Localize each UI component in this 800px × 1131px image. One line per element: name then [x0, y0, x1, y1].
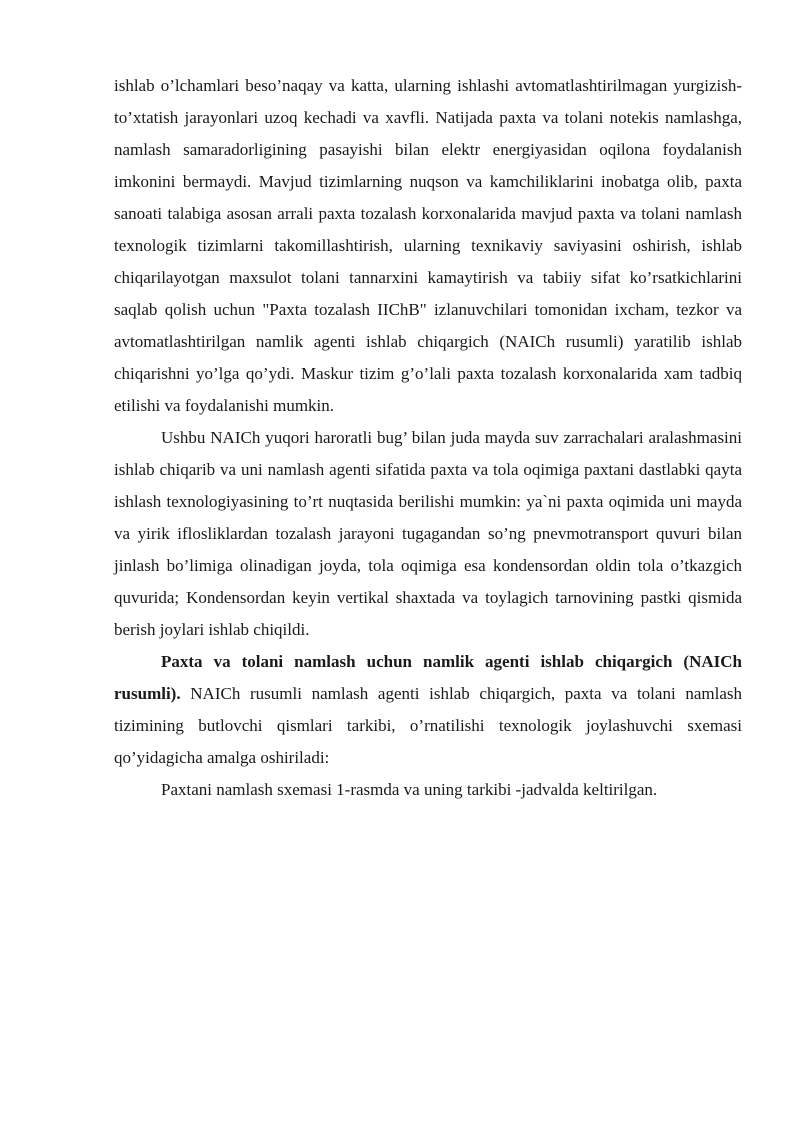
body-text [114, 70, 742, 806]
paragraph-2: Ushbu NAICh yuqori haroratli bug’ bilan juda mayda suv zarrachalari aralashmasini ishlab chiqarib va uni namlash agenti sifatida paxta va tola oqimiga paxtani dastlabki qayta ishlash texnologiyasining to’rt nuqtasida berilishi mumkin: ya`ni paxta oqimida uni mayda va yirik iflosliklardan tozalash jarayoni tugagandan so’ng pnevmotransport quvuri bilan jinlash bo’limiga olinadigan joyda, tola oqimiga esa kondensordan oldin tola o’tkazgich quvurida; Kondensordan keyin vertikal shaxtada va toylagich tarnovining pastki qismida berish joylari ishlab chiqildi. [114, 428, 742, 639]
paragraph-3-text: NAICh rusumli namlash agenti ishlab chiqargich, paxta va tolani namlash tizimining butlovchi qismlari tarkibi, o’rnatilishi texnologik joylashuvchi sxemasi qo’yidagicha amalga oshiriladi: [114, 684, 742, 767]
paragraph-4: Paxtani namlash sxemasi 1-rasmda va uning tarkibi -jadvalda keltirilgan. [161, 780, 658, 799]
paragraph-3-bold-heading: Paxta va tolani namlash uchun namlik agenti ishlab chiqargich (NAICh rusumli). [114, 652, 742, 703]
paragraph-1: ishlab o’lchamlari beso’naqay va katta, ularning ishlashi avtomatlashtirilmagan yurgizish-to’xtatish jarayonlari uzoq kechadi va xavfli. Natijada paxta va tolani notekis namlashga, namlash samaradorligining pasayishi bilan elektr energiyasidan oqilona foydalanish imkonini bermaydi. Mavjud tizimlarning nuqson va kamchiliklarini inobatga olib, paxta sanoati talabiga asosan arrali paxta tozalash korxonalarida mavjud paxta va tolani namlash texnologik tizimlarni takomillashtirish, ularning texnikaviy saviyasini oshirish, ishlab chiqarilayotgan maxsulot tolani tannarxini kamaytirish va tabiiy sifat ko’rsatkichlarini saqlab qolish uchun "Paxta tozalash IIChB" izlanuvchilari tomonidan ixcham, tezkor va avtomatlashtirilgan namlik agenti ishlab chiqargich (NAICh rusumli) yaratilib ishlab chiqarishni yo’lga qo’ydi. Maskur tizim g’o’lali paxta tozalash korxonalarida xam tadbiq etilishi va foydalanishi mumkin. [114, 76, 742, 415]
paragraph-3 [114, 646, 742, 774]
